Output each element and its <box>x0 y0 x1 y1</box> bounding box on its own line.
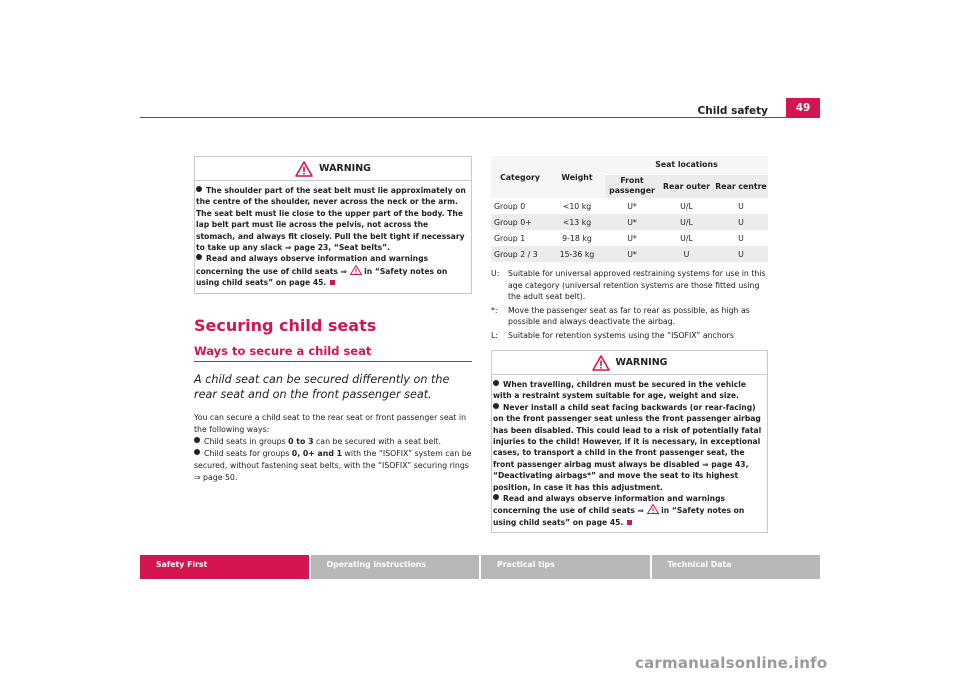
page-number: 49 <box>786 98 820 118</box>
footer-nav <box>140 555 820 579</box>
body-paragraph: You can secure a child seat to the rear seat or front passenger seat in the following ways: <box>194 412 467 434</box>
col-header-category: Category <box>500 172 540 182</box>
table-cell: Group 0 <box>494 201 526 211</box>
table-cell: U <box>738 249 744 259</box>
seat-locations-table <box>491 156 768 262</box>
table-cell: U/L <box>680 217 693 227</box>
table-cell: 15-36 kg <box>559 249 595 259</box>
warning-item-text: Read and always observe information and warnings concerning the use of child seats ⇒ <box>196 254 429 276</box>
bullet-icon <box>194 449 200 455</box>
intro-text: A child seat can be secured differently on the rear seat and on the front passenger seat. <box>194 372 450 401</box>
table-cell: U* <box>627 249 637 259</box>
table-cell: U <box>738 233 744 243</box>
warning-header <box>492 351 767 375</box>
warning-title: WARNING <box>319 162 371 174</box>
list-text-bold: 0 to 3 <box>288 436 314 446</box>
bullet-icon <box>196 186 202 192</box>
list-item <box>194 448 472 484</box>
note-text: Move the passenger seat as far to rear as possible, as high as possible and always deactivate the airbag. <box>508 305 750 326</box>
warning-box-1 <box>194 156 472 294</box>
col-header-rear-centre: Rear centre <box>715 181 767 191</box>
table-cell: U/L <box>680 233 693 243</box>
footer-tab-operating-instructions[interactable]: Operating instructions <box>311 555 480 579</box>
warning-item-text: Read and always observe information and warnings concerning the use of child seats ⇒ <box>493 494 726 516</box>
col-header-front-passenger: Front passenger <box>609 176 655 196</box>
end-mark-icon <box>627 520 632 525</box>
table-notes <box>491 268 768 341</box>
warning-header <box>195 157 471 181</box>
warning-item-text: The shoulder part of the seat belt must lie approximately on the centre of the shoulder, never across the neck or the arm. The seat belt must lie close to the upper part of the body. The lap belt part must lie across the pelvis, not across the stomach, and always fit closely. Pull the belt tight if necessary to take up any slack ⇒ page 23, “Seat belts”. <box>196 186 466 253</box>
warning-triangle-icon <box>295 161 313 177</box>
col-header-weight: Weight <box>561 172 593 182</box>
table-cell: U <box>683 249 690 259</box>
footer-tab-practical-tips[interactable]: Practical tips <box>481 555 650 579</box>
table-cell: 9-18 kg <box>562 233 592 243</box>
col-header-rear-outer: Rear outer <box>663 181 710 191</box>
warning-item <box>196 185 469 253</box>
header-rule <box>140 117 820 118</box>
list-text-bold: 0, 0+ and 1 <box>291 448 343 458</box>
bullet-icon <box>493 494 499 500</box>
warning-item-text: in “Safety notes on using child seats” on page 45. <box>196 266 448 288</box>
subsection-heading: Ways to secure a child seat <box>194 344 472 362</box>
table-cell: U <box>738 217 744 227</box>
table-cell: Group 1 <box>494 233 526 243</box>
note-text: Suitable for universal approved restraining systems for use in this age category (universal retention systems are those fitted using the adult seat belt). <box>508 269 766 301</box>
warning-title: WARNING <box>615 356 668 368</box>
watermark-text: carmanualsonline.info <box>635 654 828 672</box>
right-column <box>491 156 768 533</box>
list-text: Child seats for groups <box>204 448 292 458</box>
warning-item-text: When travelling, children must be secured in the vehicle with a restraint system suitable for age, weight and size. <box>493 380 746 401</box>
col-header-seat-locations: Seat locations <box>605 156 768 174</box>
section-title: Child safety <box>697 105 768 117</box>
warning-body <box>195 181 471 293</box>
left-column <box>194 156 472 484</box>
table-cell: U* <box>627 217 637 227</box>
warning-item <box>493 402 765 493</box>
note-item <box>491 268 768 303</box>
note-item <box>491 305 768 328</box>
warning-item <box>493 493 765 528</box>
note-key: *: <box>491 305 498 315</box>
warning-item-text: Never install a child seat facing backwards (or rear-facing) on the front passenger seat unless the front passenger airbag has been disabled. This could lead to a risk of potentially fatal injuries to the child! However, if it is necessary, in exceptional cases, to transport a child in the front passenger seat, the front passenger airbag must always be disabled ⇒ page 43, “Deactivating airbags*” and move the seat to its highest position, in case it has this adjustment. <box>493 402 762 492</box>
warning-body <box>492 375 767 532</box>
note-text: Suitable for retention systems using the “ISOFIX” anchors <box>508 330 734 340</box>
warning-triangle-icon <box>647 504 659 514</box>
list-text: can be secured with a seat belt. <box>313 436 441 446</box>
note-item <box>491 330 768 342</box>
warning-box-2 <box>491 350 768 533</box>
section-heading: Securing child seats <box>194 315 377 335</box>
table-row <box>491 214 768 230</box>
warning-item-text: in “Safety notes on using child seats” on page 45. <box>493 506 745 527</box>
body-text <box>194 412 472 484</box>
bullet-icon <box>493 403 499 409</box>
list-item <box>194 436 472 448</box>
table-row <box>491 230 768 246</box>
end-mark-icon <box>330 280 335 285</box>
table-cell: Group 2 / 3 <box>494 249 538 259</box>
footer-tab-safety-first[interactable]: Safety First <box>140 555 309 579</box>
footer-tab-technical-data[interactable]: Technical Data <box>652 555 821 579</box>
table-cell: <10 kg <box>562 201 592 211</box>
table-cell: U <box>738 201 744 211</box>
warning-triangle-icon <box>592 355 610 371</box>
warning-triangle-icon <box>350 265 362 275</box>
bullet-icon <box>196 254 202 260</box>
table-cell: Group 0+ <box>494 217 532 227</box>
list-text: Child seats in groups <box>204 436 289 446</box>
table-row <box>491 246 768 262</box>
table-row <box>491 198 768 214</box>
table-cell: U/L <box>680 201 693 211</box>
note-key: U: <box>491 269 500 278</box>
note-key: L: <box>491 330 498 340</box>
bullet-icon <box>493 380 499 386</box>
table-cell: U* <box>627 233 637 243</box>
table-cell: U* <box>627 201 637 211</box>
list-text: with the “ISOFIX” system can be secured, without fastening seat belts, with the “ISOFIX” securing rings ⇒ page 50. <box>194 448 472 482</box>
table-cell: <13 kg <box>562 217 592 227</box>
warning-item <box>493 379 765 402</box>
warning-item <box>196 253 469 288</box>
bullet-icon <box>194 437 200 443</box>
